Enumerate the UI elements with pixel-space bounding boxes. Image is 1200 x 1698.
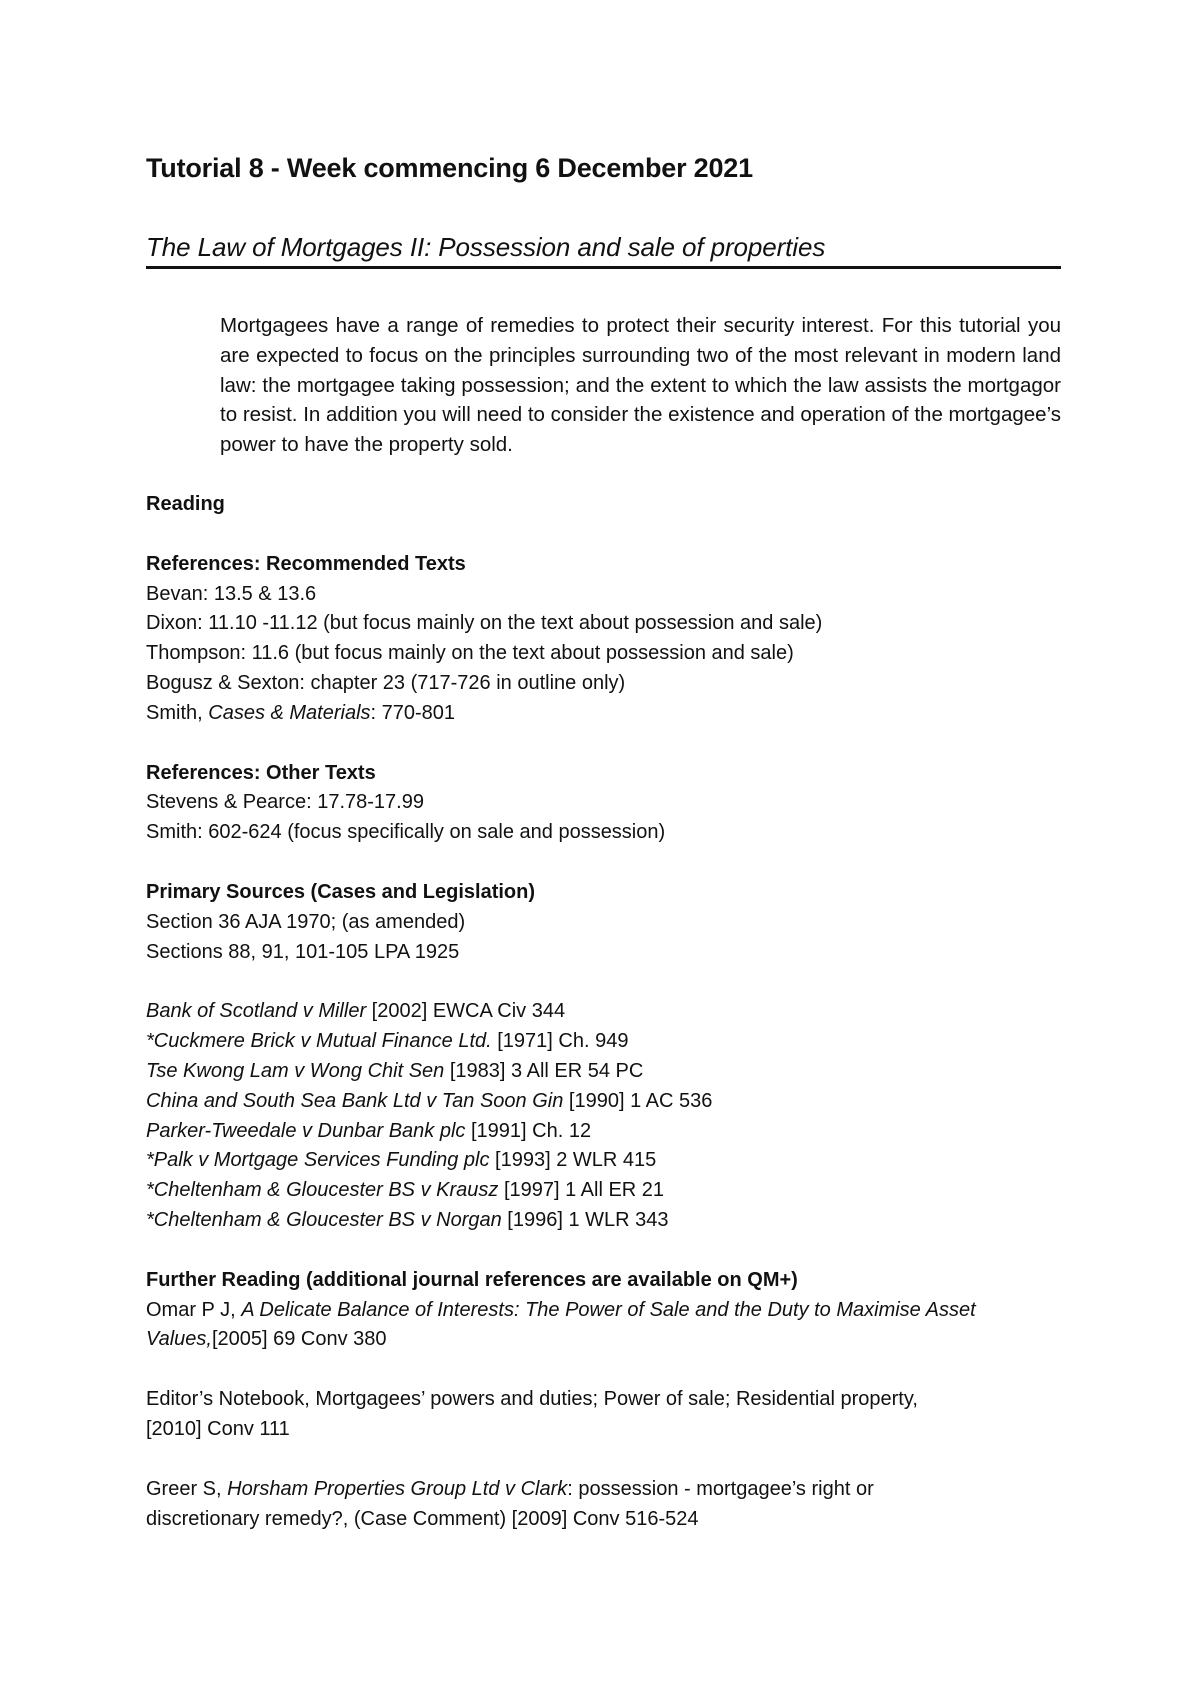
greer-rest: : possession - mortgagee’s right or	[567, 1477, 874, 1500]
smith-title: Cases & Materials	[208, 701, 371, 724]
other-texts-heading: References: Other Texts	[146, 761, 376, 784]
case-item	[146, 1146, 1061, 1176]
case-name: Parker-Tweedale v Dunbar Bank plc	[146, 1119, 466, 1142]
further-item-greer	[146, 1475, 1061, 1535]
recommended-item-smith	[146, 699, 1061, 729]
cases-list	[146, 997, 1061, 1235]
recommended-texts-heading: References: Recommended Texts	[146, 552, 466, 575]
case-item	[146, 1027, 1061, 1057]
case-citation: [1990] 1 AC 536	[563, 1089, 713, 1112]
smith-suffix: : 770-801	[370, 701, 456, 724]
omar-title-line2: Values,	[146, 1328, 212, 1351]
case-citation: [1991] Ch. 12	[465, 1119, 592, 1142]
recommended-texts-section	[146, 550, 1061, 729]
legislation-item: Sections 88, 91, 101-105 LPA 1925	[146, 940, 460, 963]
recommended-item: Dixon: 11.10 -11.12 (but focus mainly on the text about possession and sale)	[146, 612, 823, 635]
recommended-item: Bogusz & Sexton: chapter 23 (717-726 in outline only)	[146, 671, 626, 694]
case-item	[146, 1057, 1061, 1087]
greer-line1	[146, 1475, 1061, 1505]
further-reading-section	[146, 1266, 1061, 1355]
other-item: Stevens & Pearce: 17.78-17.99	[146, 791, 424, 814]
other-texts-section	[146, 759, 1061, 848]
legislation-item: Section 36 AJA 1970; (as amended)	[146, 910, 466, 933]
case-item	[146, 1087, 1061, 1117]
case-name: *Palk v Mortgage Services Funding plc	[146, 1149, 490, 1172]
case-item	[146, 1117, 1061, 1147]
omar-title-line1: A Delicate Balance of Interests: The Power of Sale and the Duty to Maximise Asset	[241, 1298, 976, 1321]
reading-heading: Reading	[146, 492, 225, 515]
greer-author: Greer S,	[146, 1477, 228, 1500]
reading-section	[146, 490, 1061, 520]
editor-line2: [2010] Conv 111	[146, 1417, 290, 1440]
case-citation: [1997] 1 All ER 21	[498, 1179, 665, 1202]
case-citation: [1996] 1 WLR 343	[501, 1208, 669, 1231]
editor-line1: Editor’s Notebook, Mortgagees’ powers and duties; Power of sale; Residential property,	[146, 1388, 918, 1411]
primary-sources-section	[146, 878, 1061, 967]
recommended-item: Thompson: 11.6 (but focus mainly on the text about possession and sale)	[146, 642, 794, 665]
smith-prefix: Smith,	[146, 701, 209, 724]
further-item-omar	[146, 1296, 1061, 1326]
primary-sources-heading: Primary Sources (Cases and Legislation)	[146, 880, 536, 903]
case-item	[146, 1176, 1061, 1206]
further-item-editor	[146, 1385, 1061, 1445]
further-reading-heading: Further Reading (additional journal references are available on QM+)	[146, 1268, 798, 1291]
further-item-omar-cont	[146, 1325, 1061, 1355]
case-item	[146, 1206, 1061, 1236]
omar-author: Omar P J,	[146, 1298, 242, 1321]
recommended-item: Bevan: 13.5 & 13.6	[146, 582, 317, 605]
case-name: *Cuckmere Brick v Mutual Finance Ltd.	[146, 1030, 492, 1053]
page-title: Tutorial 8 - Week commencing 6 December 2021	[146, 153, 753, 183]
document-page	[146, 150, 1061, 1534]
other-item: Smith: 602-624 (focus specifically on sale and possession)	[146, 821, 666, 844]
case-name: China and South Sea Bank Ltd v Tan Soon Gin	[146, 1089, 564, 1112]
case-citation: [1983] 3 All ER 54 PC	[444, 1059, 644, 1082]
greer-case: Horsham Properties Group Ltd v Clark	[227, 1477, 568, 1500]
case-citation: [1971] Ch. 949	[491, 1030, 629, 1053]
case-name: Bank of Scotland v Miller	[146, 1000, 367, 1023]
case-name: *Cheltenham & Gloucester BS v Norgan	[146, 1208, 502, 1231]
case-name: Tse Kwong Lam v Wong Chit Sen	[146, 1059, 445, 1082]
intro-paragraph: Mortgagees have a range of remedies to protect their security interest. For this tutorial you are expected to focus on the principles surrounding two of the most relevant in modern land law: the mortgagee taking possession; and the extent to which the law assists the mortgagor to resist. In addition you will need to consider the existence and operation of the mortgagee’s power to have the property sold.	[220, 314, 1061, 457]
case-citation: [1993] 2 WLR 415	[489, 1149, 657, 1172]
greer-line2: discretionary remedy?, (Case Comment) [2009] Conv 516-524	[146, 1507, 699, 1530]
page-subtitle: The Law of Mortgages II: Possession and sale of properties	[146, 230, 1061, 269]
case-item	[146, 997, 1061, 1027]
omar-citation: [2005] 69 Conv 380	[211, 1328, 387, 1351]
case-citation: [2002] EWCA Civ 344	[366, 1000, 566, 1023]
case-name: *Cheltenham & Gloucester BS v Krausz	[146, 1179, 499, 1202]
